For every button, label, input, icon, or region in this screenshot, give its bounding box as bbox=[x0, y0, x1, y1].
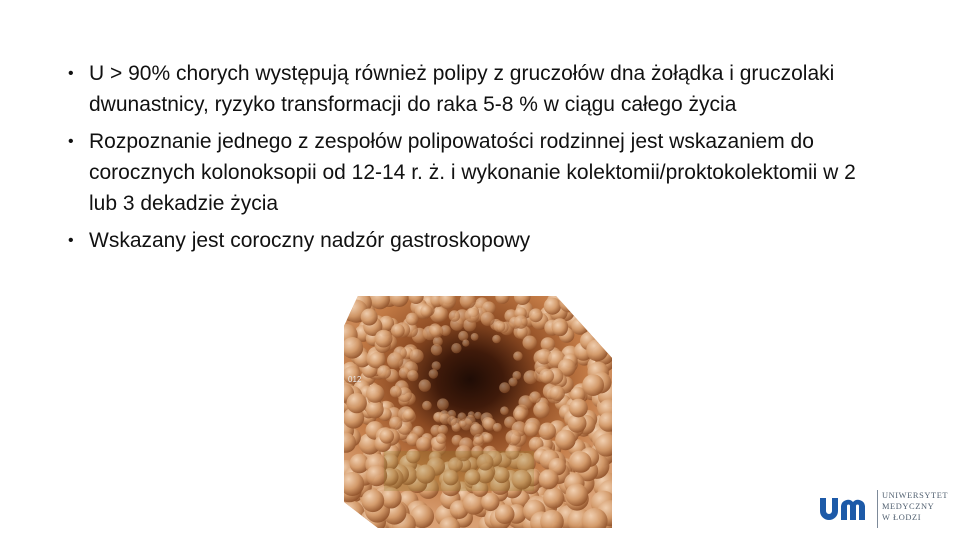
bullet-item bbox=[68, 58, 888, 120]
endoscopy-image bbox=[344, 296, 612, 528]
image-overlay-text: 012 bbox=[348, 375, 362, 384]
logo-separator bbox=[877, 490, 878, 528]
bullet-item bbox=[68, 225, 888, 256]
university-logo bbox=[818, 488, 958, 532]
logo-line: MEDYCZNY bbox=[882, 502, 935, 511]
bullet-text: U > 90% chorych występują również polipy z gruczołów dna żołądka i gruczolaki dwunastnicy, ryzyko transformacji do raka 5-8 % w ciągu całego życia bbox=[89, 62, 835, 116]
bullet-dot: • bbox=[68, 232, 74, 249]
um-logo-mark bbox=[818, 494, 870, 522]
bullet-list bbox=[68, 58, 888, 262]
logo-text bbox=[882, 490, 948, 523]
logo-line: UNIWERSYTET bbox=[882, 491, 949, 500]
bullet-item bbox=[68, 126, 888, 219]
bullet-text: Rozpoznanie jednego z zespołów polipowatości rodzinnej jest wskazaniem do corocznych kolonoksopii od 12-14 r. ż. i wykonanie kolektomii/proktokolektomii w 2 lub 3 dekadzie życia bbox=[89, 130, 856, 215]
bullet-dot: • bbox=[68, 65, 74, 82]
bullet-dot: • bbox=[68, 133, 74, 150]
logo-line: W ŁODZI bbox=[882, 513, 922, 522]
bullet-text: Wskazany jest coroczny nadzór gastroskopowy bbox=[89, 229, 531, 252]
